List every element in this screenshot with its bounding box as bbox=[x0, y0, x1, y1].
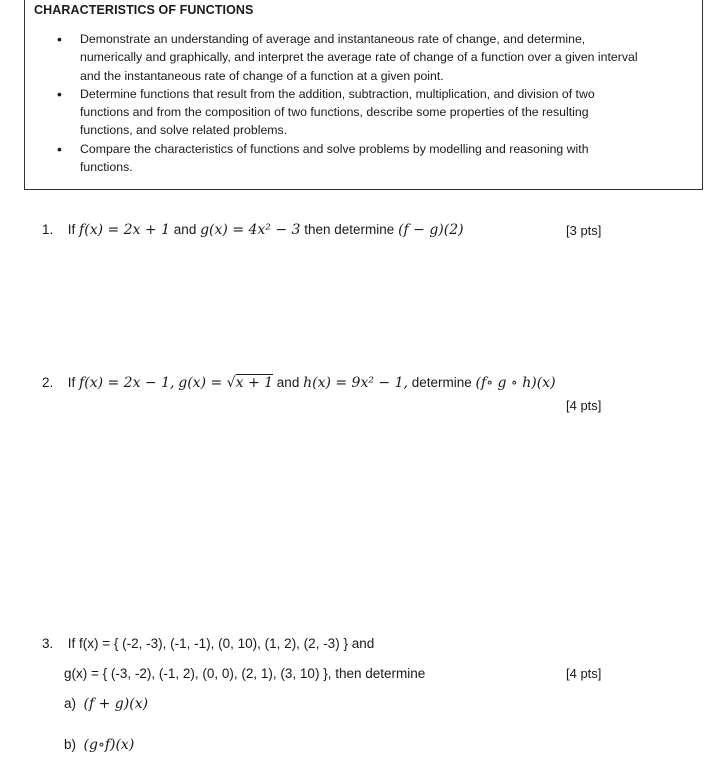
question-2 bbox=[42, 375, 556, 391]
question-lead: If bbox=[67, 375, 76, 390]
part-expression: (g∘f)(x) bbox=[83, 737, 135, 753]
question-target: (f∘ g ∘ h)(x) bbox=[475, 375, 556, 391]
points-label: [4 pts] bbox=[566, 666, 602, 681]
question-line: If f(x) = { (-2, -3), (-1, -1), (0, 10), (1, 2), (2, -3) } and bbox=[67, 636, 375, 651]
question-3 bbox=[42, 636, 374, 651]
question-3-part-a bbox=[64, 696, 148, 712]
outcome-item: • Determine functions that result from the addition, subtraction, multiplication, and division of two functions and from the composition of two functions, describe some properties of the resulting functions, and solve related problems. bbox=[54, 85, 639, 140]
question-3-line-2: g(x) = { (-3, -2), (-1, 2), (0, 0), (2, 1), (3, 10) }, then determine bbox=[64, 666, 426, 681]
question-1 bbox=[42, 222, 464, 238]
question-number: 1. bbox=[42, 222, 54, 237]
question-3-part-b bbox=[64, 737, 134, 753]
part-expression: (f + g)(x) bbox=[83, 696, 149, 712]
outcome-item: • Demonstrate an understanding of average and instantaneous rate of change, and determine, numerically and graphically, and interpret the average rate of change of a function over a given interval and the instantaneous rate of change of a function at a given point. bbox=[54, 30, 639, 85]
g-definition bbox=[178, 375, 273, 391]
h-definition: h(x) = 9x² − 1, bbox=[303, 375, 408, 391]
points-label: [3 pts] bbox=[566, 223, 602, 238]
part-label: b) bbox=[64, 737, 77, 752]
outcomes-list bbox=[54, 30, 639, 176]
question-verb: then determine bbox=[304, 222, 395, 237]
question-number: 3. bbox=[42, 636, 54, 651]
f-definition: f(x) = 2x − 1, bbox=[79, 375, 175, 391]
g-definition: g(x) = 4x² − 3 bbox=[200, 222, 301, 238]
points-label: [4 pts] bbox=[566, 398, 602, 413]
question-target: (f − g)(2) bbox=[398, 222, 464, 238]
f-definition: f(x) = 2x + 1 bbox=[79, 222, 171, 238]
part-label: a) bbox=[64, 696, 77, 711]
question-joiner: and bbox=[276, 375, 300, 390]
question-lead: If bbox=[67, 222, 76, 237]
question-verb: determine bbox=[411, 375, 472, 390]
question-joiner: and bbox=[173, 222, 197, 237]
radicand: x + 1 bbox=[235, 375, 274, 391]
outcome-item: • Compare the characteristics of functions and solve problems by modelling and reasoning with functions. bbox=[54, 140, 639, 177]
question-number: 2. bbox=[42, 375, 54, 390]
g-lhs: g(x) = √ bbox=[178, 375, 236, 391]
section-title: CHARACTERISTICS OF FUNCTIONS bbox=[34, 3, 254, 17]
